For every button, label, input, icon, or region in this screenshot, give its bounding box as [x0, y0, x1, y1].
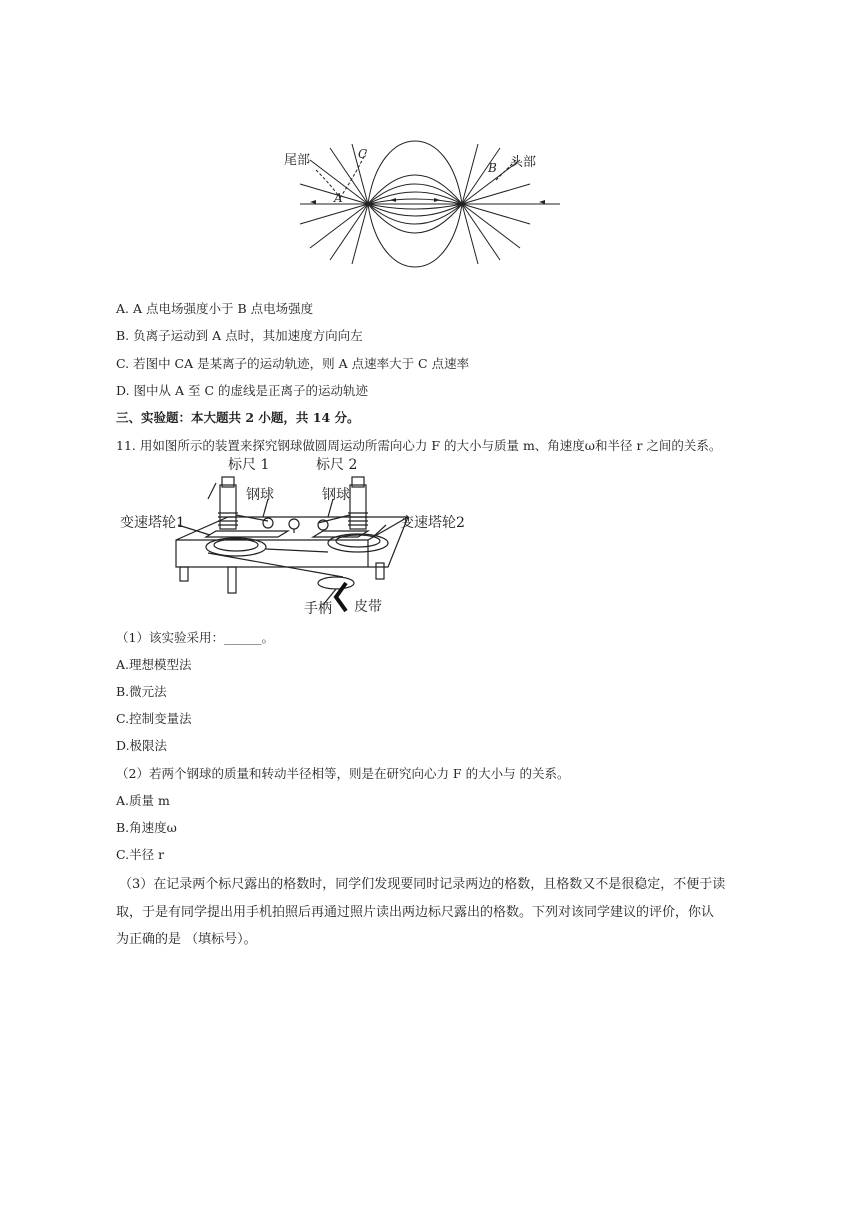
ball-right-label: 钢球 [322, 487, 350, 503]
q11-3-line-2: 取，于是有同学提出用手机拍照后再通过照片读出两边标尺露出的格数。下列对该同学建议的评价，你认 [116, 905, 715, 920]
q11-2-option-c: C.半径 r [116, 847, 165, 862]
electric-field-figure [270, 140, 590, 270]
wheel1-label: 变速塔轮1 [120, 515, 185, 531]
q10-option-c: C. 若图中 CA 是某离子的运动轨迹，则 A 点速率大于 C 点速率 [116, 356, 470, 371]
q11-1-option-a: A.理想模型法 [116, 657, 192, 672]
q11-1-option-b: B.微元法 [116, 684, 167, 699]
q11-2-option-b: B.角速度ω [116, 820, 177, 835]
ruler1-label: 标尺 1 [228, 457, 270, 473]
point-a-label: A [334, 191, 343, 205]
q10-option-a: A. A 点电场强度小于 B 点电场强度 [116, 301, 314, 316]
q11-3-line-3: 为正确的是 （填标号）。 [116, 932, 257, 947]
belt-label: 皮带 [354, 599, 382, 615]
ball-left-label: 钢球 [246, 487, 274, 503]
q11-2-option-a: A.质量 m [116, 793, 170, 808]
q10-option-b: B. 负离子运动到 A 点时，其加速度方向向左 [116, 328, 363, 343]
point-b-label: B [488, 161, 497, 175]
section-3-title: 三、实验题：本大题共 2 小题，共 14 分。 [116, 410, 360, 425]
label-head: 头部 [510, 155, 537, 170]
point-c-label: C [358, 147, 368, 161]
q11-2-stem: （2）若两个钢球的质量和转动半径相等，则是在研究向心力 F 的大小与 的关系。 [116, 766, 570, 781]
q11-1-option-c: C.控制变量法 [116, 711, 192, 726]
q11-1-stem: （1）该实验采用：______。 [116, 630, 274, 645]
label-tail: 尾部 [284, 153, 311, 168]
ruler2-label: 标尺 2 [316, 457, 358, 473]
q11-stem: 11. 用如图所示的装置来探究钢球做圆周运动所需向心力 F 的大小与质量 m、角速度ω和半径 r 之间的关系。 [116, 438, 722, 453]
q10-option-d: D. 图中从 A 至 C 的虚线是正离子的运动轨迹 [116, 383, 369, 398]
q11-3-line-1: （3）在记录两个标尺露出的格数时，同学们发现要同时记录两边的格数，且格数又不是很稳定，不便于读 [119, 877, 726, 892]
q11-1-option-d: D.极限法 [116, 738, 168, 753]
handle-label: 手柄 [304, 601, 332, 617]
wheel2-label: 变速塔轮2 [400, 515, 465, 531]
apparatus-figure [118, 455, 488, 620]
